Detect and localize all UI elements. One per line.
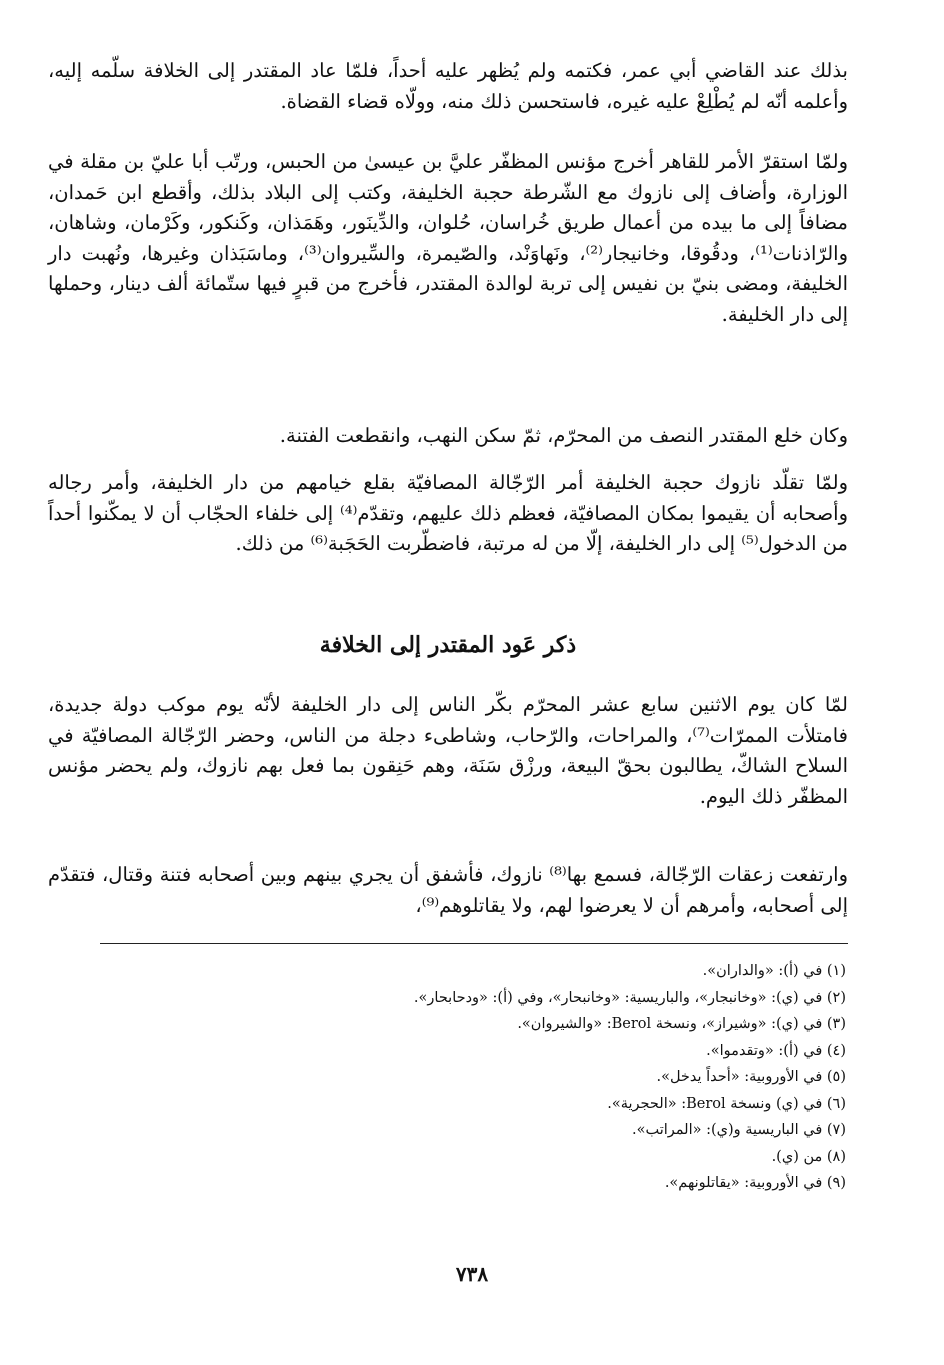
footnote: (٥) في الأوروبية: «أحداً يدخل». xyxy=(656,1069,846,1085)
paragraph-3: وكان خلع المقتدر النصف من المحرّم، ثمّ سكن النهب، وانقطعت الفتنة. xyxy=(279,424,848,447)
paragraph-2: ولمّا استقرّ الأمر للقاهر أخرج مؤنس المظفّر عليَّ بن عيسىٰ من الحبس، ورتّب أبا عليّ بن مقلة في الوزارة، وأضاف إلى نازوك مع الشّرطة حجبة الخليفة، وكتب إلى البلاد بذلك، وأقطع ابن حَمدان، مضافاً إلى ما بيده من أعمال طريق خُراسان، حُلوان، والدِّينَور، وهَمَذان، وكَنكور، وكَرْمان، وشاهان، والرّاذنات⁽¹⁾، ودقُوقا، وخانيجار⁽²⁾، ونَهاوَنْد، والصّيمرة، والسِّيروان⁽³⁾، وماسَبَذان وغيرها، ونُهبت دار الخليفة، ومضى بنيّ بن نفيس إلى تربة لوالدة المقتدر، فأخرج من قبرٍ فيها ستّمائة ألف دينار، وحملها إلى دار الخليفة. xyxy=(48,150,848,326)
footnote: (٧) في الباريسية و(ي): «المراتب». xyxy=(632,1122,846,1138)
paragraph-4: ولمّا تقلّد نازوك حجبة الخليفة أمر الرّجّالة المصافيّة بقلع خيامهم من دار الخليفة، وأمر رجاله وأصحابه أن يقيموا بمكان المصافيّة، فعظم ذلك عليهم، وتقدّم⁽⁴⁾ إلى خلفاء الحجّاب أن لا يمكّنوا أحداً من الدخول⁽⁵⁾ إلى دار الخليفة، إلّا من له مرتبة، فاضطّربت الحَجَبة⁽⁶⁾ من ذلك. xyxy=(48,471,848,555)
page-number: ٧٣٨ xyxy=(455,1262,489,1286)
footnote: (٢) في (ي): «وخانبجار»، والباريسية: «وخانبحار»، وفي (أ): «ودحابحار». xyxy=(413,989,846,1006)
paragraph-1: بذلك عند القاضي أبي عمر، فكتمه ولم يُظهر عليه أحداً، فلمّا عاد المقتدر إلى الخلافة سلّمه إليه، وأعلمه أنّه لم يُطْلِعْ عليه غيره، فاستحسن ذلك منه، وولّاه قضاء القضاة. xyxy=(48,59,848,113)
footnote: (٤) في (أ): «وتقدموا». xyxy=(706,1042,846,1059)
footnote: (٦) في (ي) ونسخة Berol: «الحجرية». xyxy=(607,1095,846,1112)
paragraph-5: لمّا كان يوم الاثنين سابع عشر المحرّم بكّر الناس إلى دار الخليفة لأنّه يوم موكب دولة جديدة، فامتلأت الممرّات⁽⁷⁾، والمراحات، والرّحاب، وشاطىء دجلة من الناس، وحضر الرّجّالة المصافيّة في السلاح الشاكّ، يطالبون بحقّ البيعة، ورزْق سَنَة، وهم حَنِقون بما فعل بهم نازوك، ولم يحضر مؤنس المظفّر ذلك اليوم. xyxy=(48,693,848,808)
footnote: (٣) في (ي): «وشيراز»، ونسخة Berol: «والشيروان». xyxy=(517,1016,846,1032)
footnotes-list xyxy=(48,958,846,1197)
section-heading: ذكر عَود المقتدر إلى الخلافة xyxy=(319,632,577,658)
footnote: (٩) في الأوروبية: «يقاتلونهم». xyxy=(664,1175,846,1191)
footnote: (١) في (أ): «والداران». xyxy=(702,963,846,979)
footnote: (٨) من (ي). xyxy=(771,1148,846,1165)
paragraph-6: وارتفعت زعقات الرّجّالة، فسمع بها⁽⁸⁾ نازوك، فأشفق أن يجري بينهم وبين أصحابه فتنة وقتال، فتقدّم إلى أصحابه، وأمرهم أن لا يعرضوا لهم، ولا يقاتلوهم⁽⁹⁾، xyxy=(48,863,848,917)
footnote-divider xyxy=(100,943,848,944)
